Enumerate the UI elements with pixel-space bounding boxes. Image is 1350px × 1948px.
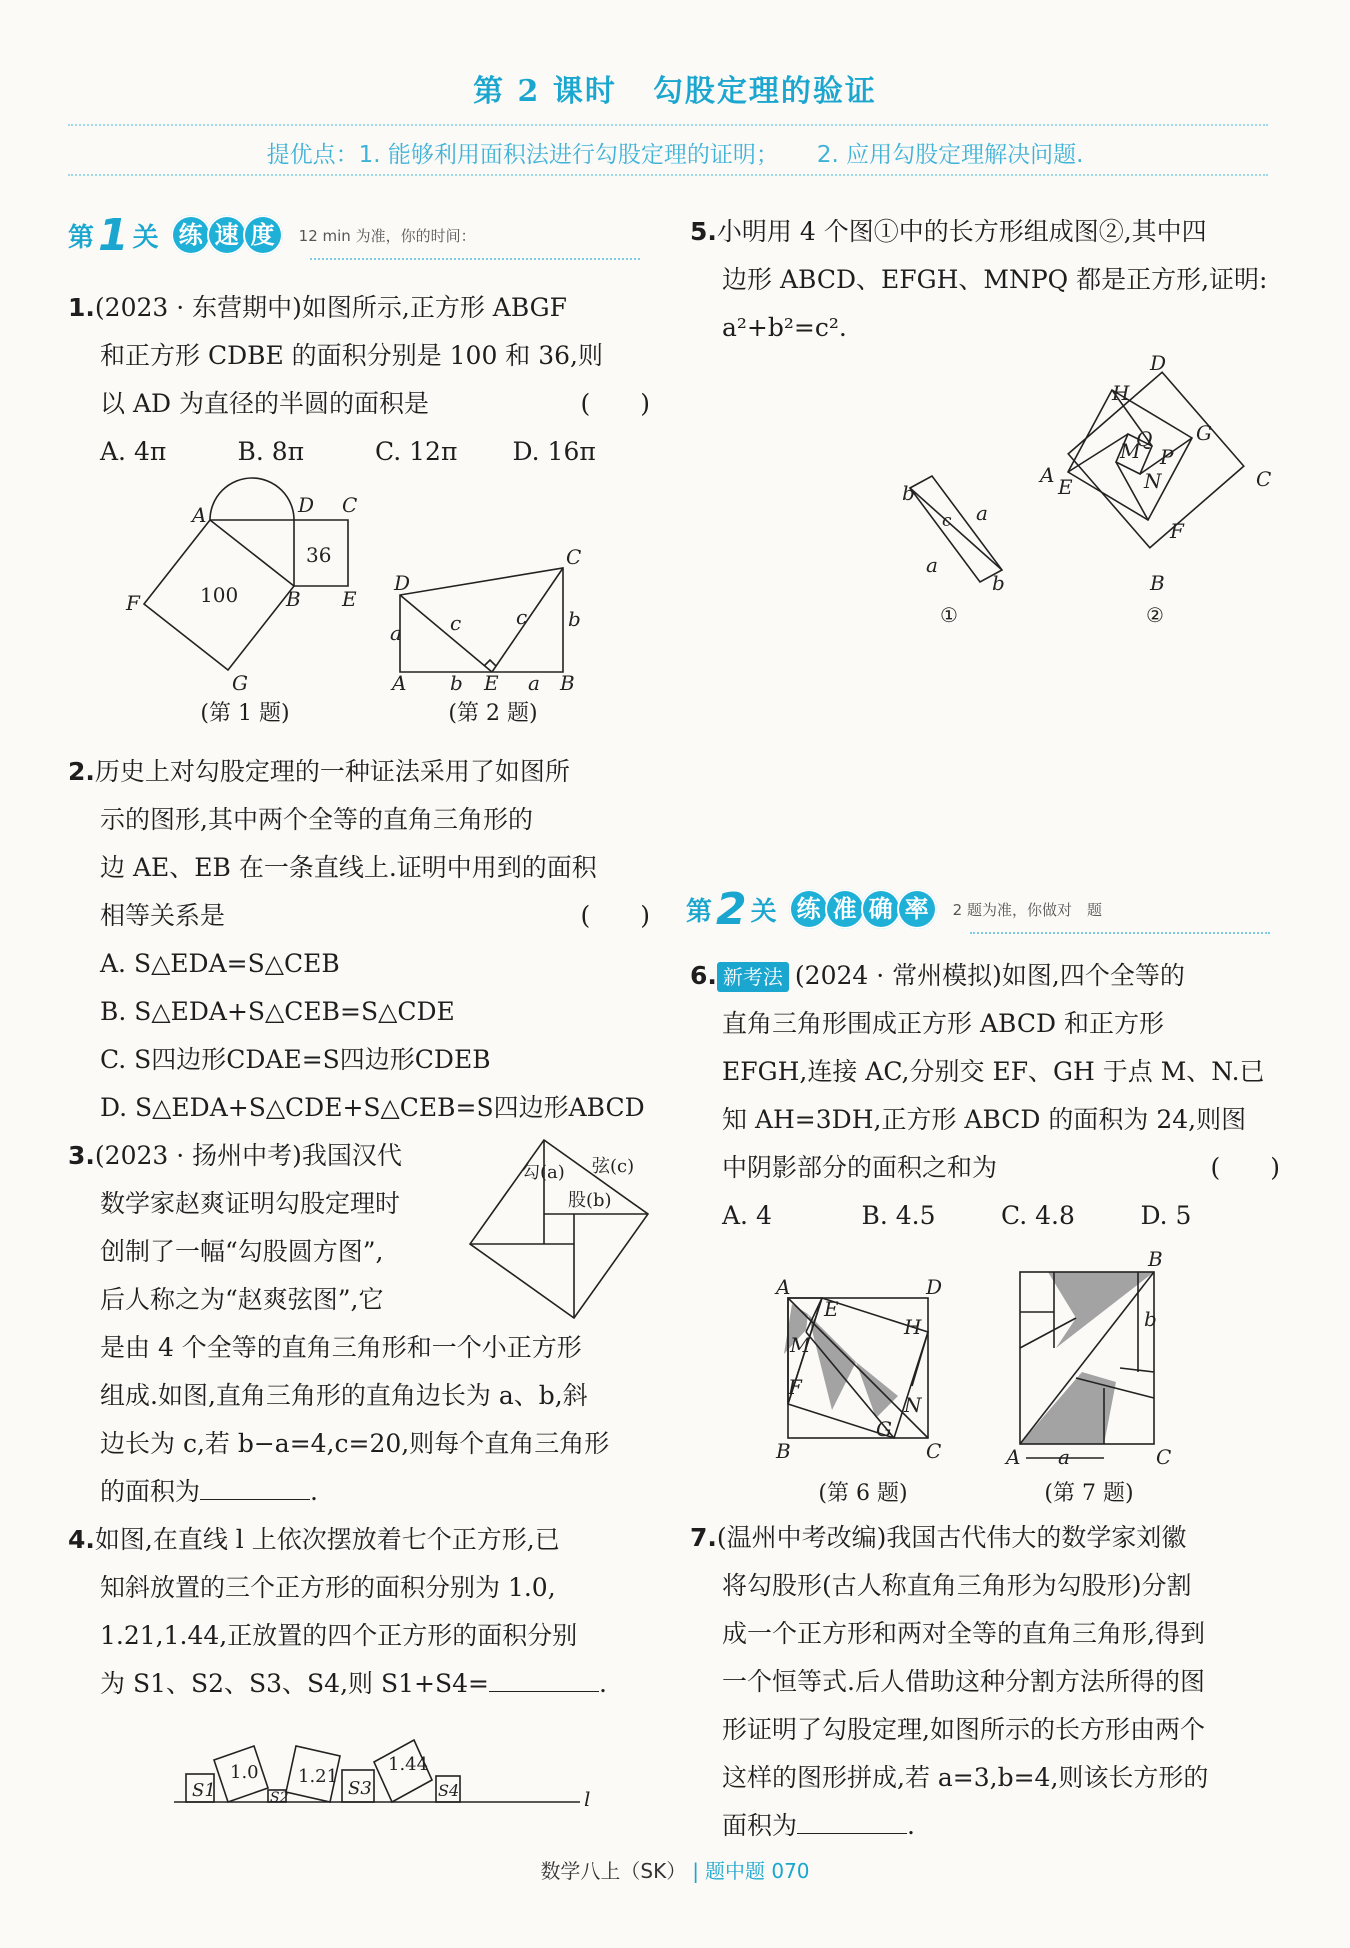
- q2-line: 示的图形,其中两个全等的直角三角形的: [100, 805, 533, 834]
- label-c-right: c: [516, 605, 528, 629]
- q6-line: (2024 · 常州模拟)如图,四个全等的: [794, 961, 1185, 990]
- label-D: D: [394, 571, 411, 595]
- section-guan: 关: [132, 222, 159, 253]
- shaded-region: [856, 1362, 898, 1418]
- label-H: H: [904, 1315, 922, 1339]
- label-G: G: [876, 1417, 892, 1441]
- label-C: C: [1156, 1445, 1172, 1469]
- q1-number: 1.: [68, 293, 95, 322]
- q4-answer-blank[interactable]: [489, 1661, 599, 1692]
- q5-line: a²+b²=c².: [722, 313, 847, 342]
- label-s1: S1: [192, 1780, 216, 1801]
- badge-char: 度: [243, 215, 283, 255]
- q7-line: 一个恒等式.后人借助这种分割方法所得的图: [722, 1667, 1205, 1696]
- question-7: 7.(温州中考改编)我国古代伟大的数学家刘徽 将勾股形(古人称直角三角形为勾股形)分割 成一个正方形和两对全等的直角三角形,得到 一个恒等式.后人借助这种分割方法所得的图 形证明了勾股定理,如图所示的长方形由两个 这样的图形拼成,若 a=3,b=4,则该长方形的 面积为 .: [690, 1514, 1280, 1850]
- page-footer: 数学八上（SK） | 题中题 070: [540, 1859, 810, 1883]
- label-b-bottom: b: [992, 571, 1005, 595]
- label-E: E: [824, 1297, 839, 1321]
- q3-line: 是由 4 个全等的直角三角形和一个小正方形: [100, 1333, 582, 1362]
- label-a-right: a: [976, 501, 988, 525]
- label-C: C: [342, 493, 358, 517]
- label-a: a: [1058, 1445, 1070, 1469]
- figure-6: [776, 1270, 956, 1470]
- figure-1: [120, 480, 370, 695]
- label-F: F: [788, 1375, 802, 1399]
- q3-line: 数学家赵爽证明勾股定理时: [100, 1189, 401, 1218]
- label-G: G: [232, 671, 248, 695]
- question-2: [68, 748, 650, 1132]
- section-2-rule: [970, 932, 1270, 934]
- q6-number: 6.: [690, 961, 717, 990]
- badge-char: 率: [897, 889, 937, 929]
- label-C: C: [1256, 467, 1272, 491]
- label-B: B: [286, 587, 301, 611]
- q4-line: 1.21,1.44,正放置的四个正方形的面积分别: [100, 1621, 578, 1650]
- q7-line: 这样的图形拼成,若 a=3,b=4,则该长方形的: [722, 1763, 1209, 1792]
- section-2-header: [686, 884, 1102, 934]
- q3-answer-blank[interactable]: [200, 1469, 310, 1500]
- q5-line: 边形 ABCD、EFGH、MNPQ 都是正方形,证明:: [722, 265, 1268, 294]
- label-gou: 勾(a): [522, 1162, 565, 1183]
- page-number: 070: [771, 1859, 810, 1883]
- label-N: N: [904, 1393, 922, 1417]
- q6-line: EFGH,连接 AC,分别交 EF、GH 于点 M、N.已: [722, 1057, 1265, 1086]
- label-s3: S3: [348, 1778, 372, 1799]
- title-divider: [68, 124, 1268, 126]
- lesson-number: 第 2 课时: [473, 74, 617, 109]
- q7-line: 将勾股形(古人称直角三角形为勾股形)分割: [722, 1571, 1192, 1600]
- label-Q: Q: [1136, 427, 1153, 451]
- q2-option-a: A. S△EDA=S△CEB: [100, 949, 340, 978]
- q2-line: 边 AE、EB 在一条直线上.证明中用到的面积: [100, 853, 597, 882]
- label-M: M: [790, 1333, 811, 1357]
- q6-options: [690, 1192, 1280, 1240]
- q2-option-c: C. S四边形CDAE=S四边形CDEB: [100, 1045, 491, 1074]
- area-1-21: 1.21: [298, 1766, 339, 1787]
- label-b-bottom: b: [450, 671, 463, 695]
- lesson-topic: 勾股定理的验证: [652, 74, 877, 109]
- section-di: 第: [68, 222, 95, 253]
- figure-caption-1: ①: [940, 603, 958, 627]
- area-36: 36: [306, 543, 332, 567]
- label-B: B: [1148, 1247, 1163, 1271]
- label-a-bottom: a: [528, 671, 540, 695]
- q1-option-b: B. 8π: [237, 437, 305, 466]
- area-1-44: 1.44: [388, 1754, 429, 1775]
- area-100: 100: [200, 583, 239, 607]
- figure-7: [1004, 1248, 1194, 1468]
- label-E: E: [1058, 475, 1073, 499]
- label-A: A: [1040, 463, 1055, 487]
- q6-line: 直角三角形围成正方形 ABCD 和正方形: [722, 1009, 1164, 1038]
- label-a-bottom: a: [926, 553, 938, 577]
- label-b: b: [1144, 1307, 1157, 1331]
- section-1-time-note: 12 min 为准，你的时间：: [298, 226, 476, 245]
- figure-2: [388, 540, 598, 695]
- badge-char: 速: [207, 215, 247, 255]
- q6-answer-paren: ( ): [1210, 1153, 1280, 1182]
- section-di: 第: [686, 896, 713, 927]
- tips-divider: [68, 174, 1268, 176]
- label-B: B: [1150, 571, 1165, 595]
- q6-option-d: D. 5: [1140, 1201, 1192, 1230]
- label-D: D: [1150, 351, 1167, 375]
- label-b-top: b: [902, 481, 915, 505]
- label-P: P: [1160, 445, 1174, 469]
- tip-2: 2. 应用勾股定理解决问题.: [816, 142, 1084, 168]
- q3-line: 的面积为: [100, 1477, 201, 1506]
- q4-line: 知斜放置的三个正方形的面积分别为 1.0,: [100, 1573, 556, 1602]
- label-gu: 股(b): [568, 1190, 612, 1211]
- q1-line: (2023 · 东营期中)如图所示,正方形 ABGF: [94, 293, 567, 322]
- q5-number: 5.: [690, 217, 717, 246]
- rectangle-diagonal: [910, 488, 1002, 570]
- q3-line: (2023 · 扬州中考)我国汉代: [94, 1141, 402, 1170]
- question-6: [690, 952, 1280, 1240]
- q1-option-d: D. 16π: [512, 437, 596, 466]
- label-A: A: [192, 503, 207, 527]
- key-points: [0, 136, 1350, 169]
- q6-option-b: B. 4.5: [861, 1201, 936, 1230]
- q2-answer-paren: ( ): [580, 901, 650, 930]
- label-F: F: [1170, 519, 1184, 543]
- fig7-line: [1120, 1368, 1154, 1372]
- section-guan: 关: [750, 896, 777, 927]
- label-c-mid: c: [942, 511, 952, 531]
- figure-caption-2: ②: [1146, 603, 1164, 627]
- badge-char: 准: [825, 889, 865, 929]
- label-M: M: [1120, 439, 1141, 463]
- area-1-0: 1.0: [230, 1762, 259, 1783]
- label-G: G: [1196, 421, 1212, 445]
- q3-line: 边长为 c,若 b−a=4,c=20,则每个直角三角形: [100, 1429, 610, 1458]
- q7-answer-blank[interactable]: [797, 1803, 907, 1834]
- question-3: 3.(2023 · 扬州中考)我国汉代 数学家赵爽证明勾股定理时 创制了一幅“勾股圆方图”, 后人称之为“赵爽弦图”,它 是由 4 个全等的直角三角形和一个小正方形 组成.如图,直角三角形的直角边长为 a、b,斜 边长为 c,若 b−a=4,c=20,则每个直角三角形 的面积为 .: [68, 1132, 650, 1516]
- figure-6-caption: (第 6 题): [818, 1481, 908, 1506]
- figure-1-caption: (第 1 题): [200, 701, 290, 726]
- q1-option-a: A. 4π: [100, 437, 167, 466]
- q2-line: 相等关系是: [100, 901, 226, 930]
- q1-options: [68, 428, 650, 476]
- question-4: 4.如图,在直线 l 上依次摆放着七个正方形,已 知斜放置的三个正方形的面积分别为 1.0, 1.21,1.44,正放置的四个正方形的面积分别 为 S1、S2、S3、S4,则 S1+S4= .: [68, 1516, 650, 1708]
- q7-line: 面积为: [722, 1811, 798, 1840]
- book-name: 数学八上（SK）: [540, 1859, 687, 1883]
- q1-line: 和正方形 CDBE 的面积分别是 100 和 36,则: [100, 341, 604, 370]
- lesson-title: [0, 66, 1350, 110]
- q5-line: 小明用 4 个图①中的长方形组成图②,其中四: [716, 217, 1207, 246]
- q4-number: 4.: [68, 1525, 95, 1554]
- new-method-tag: 新考法: [717, 962, 789, 992]
- figure-3: [428, 1136, 650, 1332]
- figure-7-caption: (第 7 题): [1044, 1481, 1134, 1506]
- label-E: E: [342, 587, 357, 611]
- figure-4: [170, 1720, 610, 1810]
- tip-1: 1. 能够利用面积法进行勾股定理的证明；: [358, 142, 779, 168]
- label-B: B: [776, 1439, 791, 1463]
- figure-2-caption: (第 2 题): [448, 701, 538, 726]
- q6-option-a: A. 4: [722, 1201, 772, 1230]
- badge-char: 确: [861, 889, 901, 929]
- q3-number: 3.: [68, 1141, 95, 1170]
- section-2-badge: [789, 889, 933, 929]
- q4-line: 为 S1、S2、S3、S4,则 S1+S4=: [100, 1669, 489, 1698]
- label-C: C: [566, 545, 582, 569]
- tips-label: 提优点：: [266, 142, 359, 168]
- q7-line: 形证明了勾股定理,如图所示的长方形由两个: [722, 1715, 1205, 1744]
- q3-line: 创制了一幅“勾股圆方图”,: [100, 1237, 384, 1266]
- q7-line: (温州中考改编)我国古代伟大的数学家刘徽: [716, 1523, 1187, 1552]
- label-l: l: [584, 1787, 591, 1811]
- q3-line: 后人称之为“赵爽弦图”,它: [100, 1285, 384, 1314]
- label-A: A: [776, 1275, 791, 1299]
- brand-name: 题中题: [705, 1859, 765, 1883]
- label-E: E: [484, 671, 499, 695]
- q2-option-d: D. S△EDA+S△CDE+S△CEB=S四边形ABCD: [100, 1093, 645, 1122]
- q1-line: 以 AD 为直径的半圆的面积是: [100, 389, 429, 418]
- section-1-header: [68, 210, 476, 260]
- q2-number: 2.: [68, 757, 95, 786]
- q6-line: 知 AH=3DH,正方形 ABCD 的面积为 24,则图: [722, 1105, 1247, 1134]
- shaded-region: [808, 1314, 856, 1410]
- q7-number: 7.: [690, 1523, 717, 1552]
- q1-answer-paren: ( ): [580, 389, 650, 418]
- question-5: [690, 208, 1280, 352]
- label-B: B: [560, 671, 575, 695]
- badge-char: 练: [171, 215, 211, 255]
- label-b-right: b: [568, 607, 581, 631]
- label-F: F: [126, 591, 140, 615]
- label-s2: S2: [270, 1790, 289, 1806]
- right-angle-mark: [484, 660, 496, 666]
- question-1: [68, 284, 650, 476]
- q4-line: 如图,在直线 l 上依次摆放着七个正方形,已: [94, 1525, 560, 1554]
- section-number: 1: [98, 209, 129, 261]
- label-A: A: [392, 671, 407, 695]
- label-s4: S4: [438, 1781, 460, 1800]
- label-A: A: [1006, 1445, 1021, 1469]
- q6-option-c: C. 4.8: [1001, 1201, 1075, 1230]
- label-C: C: [926, 1439, 942, 1463]
- label-D: D: [298, 493, 315, 517]
- label-N: N: [1144, 469, 1162, 493]
- label-a-left: a: [390, 621, 402, 645]
- fig6-line: [912, 1332, 928, 1386]
- q7-line: 成一个正方形和两对全等的直角三角形,得到: [722, 1619, 1205, 1648]
- label-H: H: [1112, 381, 1130, 405]
- q2-option-b: B. S△EDA+S△CEB=S△CDE: [100, 997, 455, 1026]
- badge-char: 练: [789, 889, 829, 929]
- semicircle: [210, 478, 294, 520]
- q2-line: 历史上对勾股定理的一种证法采用了如图所: [94, 757, 570, 786]
- segment-de: [400, 595, 492, 672]
- square-abcd: [1062, 366, 1250, 554]
- figure-5: [880, 350, 1280, 630]
- q6-line: 中阴影部分的面积之和为: [722, 1153, 998, 1182]
- section-2-score-note: 2 题为准，你做对 题: [952, 900, 1102, 919]
- q3-line: 组成.如图,直角三角形的直角边长为 a、b,斜: [100, 1381, 588, 1410]
- label-c-left: c: [450, 611, 462, 635]
- label-xian: 弦(c): [592, 1156, 635, 1177]
- label-D: D: [926, 1275, 943, 1299]
- section-number: 2: [716, 883, 747, 935]
- q1-option-c: C. 12π: [375, 437, 458, 466]
- trapezoid-abcd: [400, 568, 563, 672]
- section-1-badge: [171, 215, 279, 255]
- segment-ec: [492, 568, 563, 672]
- section-1-rule: [310, 258, 640, 260]
